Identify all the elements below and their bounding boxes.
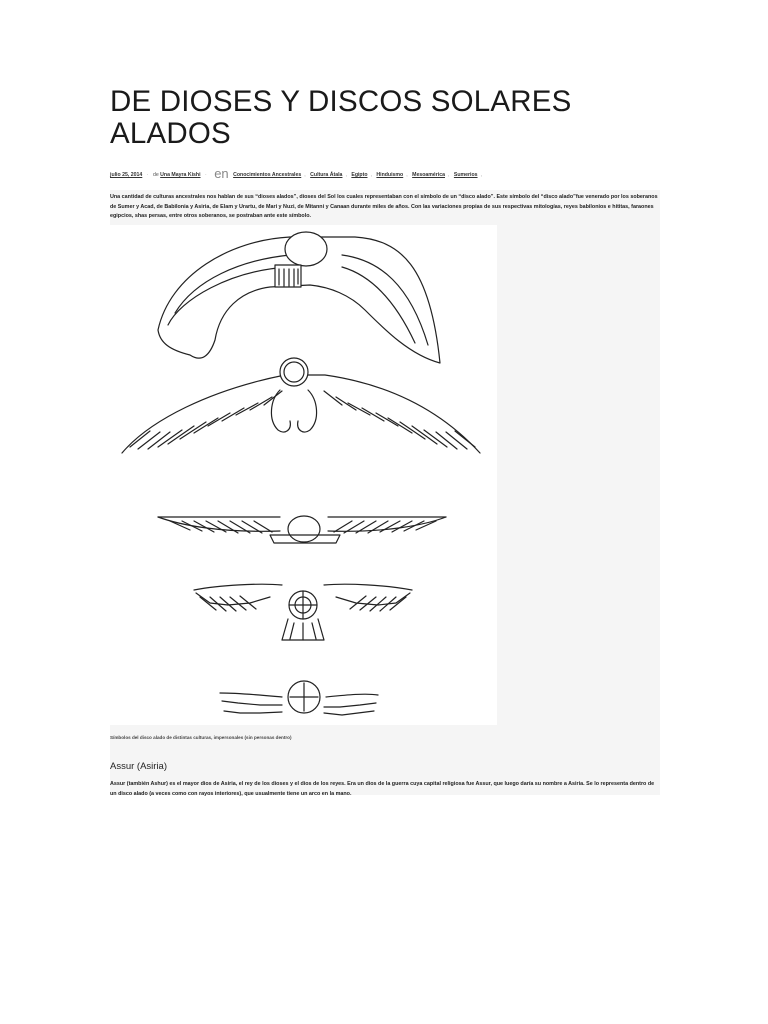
winged-disc-egyptian-icon	[122, 358, 480, 453]
meta-en: en	[214, 166, 229, 181]
category-link[interactable]: Egipto	[351, 172, 368, 178]
winged-disc-cross-icon	[220, 681, 378, 715]
category-link[interactable]: Cultura Átala	[310, 172, 343, 178]
figure-caption: Símbolos del disco alado de distintas culturas, impersonales (sin personas dentro)	[110, 735, 292, 740]
winged-disc-flat-icon	[158, 516, 446, 543]
intro-paragraph: Una cantidad de culturas ancestrales nos hablan de sus “dioses alados”, dioses del Sol los cuales representaban con el símbolo de un “disco alado”. Este símbolo del “disco alado”fue venerado por los soberanos de Sumer y Acad, de Babilonia y Asiria, de Elam y Urartu, de Mari y Nuzi, de Mitanni y Canaan durante miles de años. Con las variaciones propias de sus respectivas mitologías, reyes babilonios e hititas, faraones egipcios, shas persas, entre otros soberanos, se postraban ante este símbolo.	[110, 194, 658, 219]
category-link[interactable]: Mesoamérica	[412, 172, 445, 178]
assur-paragraph: Assur (también Ashur) es el mayor dios de Asiria, el rey de los dioses y el dios de los reyes. Era un dios de la guerra cuya capital religiosa fue Assur, que luego daría su nombre a Asiria. Se lo representa dentro de un disco alado (a veces como con rayos interiores), que usualmente tiene un arco en la mano.	[110, 781, 655, 797]
meta-separator: ·	[146, 172, 149, 178]
post-meta: julio 25, 2014 · de Una Mayra Kishi · en Conocimientos Ancestrales , Cultura Átala , Egipto , Hinduismo , Mesoamérica , Sumerios ,	[110, 166, 482, 181]
meta-separator: ·	[205, 172, 207, 178]
category-link[interactable]: Conocimientos Ancestrales	[233, 172, 302, 178]
section-heading-assur: Assur (Asiria)	[110, 761, 168, 772]
winged-disc-assyrian-icon	[194, 584, 412, 640]
winged-disc-arched-icon	[158, 232, 440, 363]
post-date-link[interactable]: julio 25, 2014	[110, 172, 143, 178]
winged-discs-figure	[110, 225, 497, 725]
meta-by: de	[152, 172, 159, 178]
author-link[interactable]: Una Mayra Kishi	[160, 172, 201, 178]
category-link[interactable]: Sumerios	[453, 172, 478, 178]
category-link[interactable]: Hinduismo	[376, 172, 404, 178]
post-title: DE DIOSES Y DISCOS SOLARES ALADOS	[110, 85, 572, 150]
